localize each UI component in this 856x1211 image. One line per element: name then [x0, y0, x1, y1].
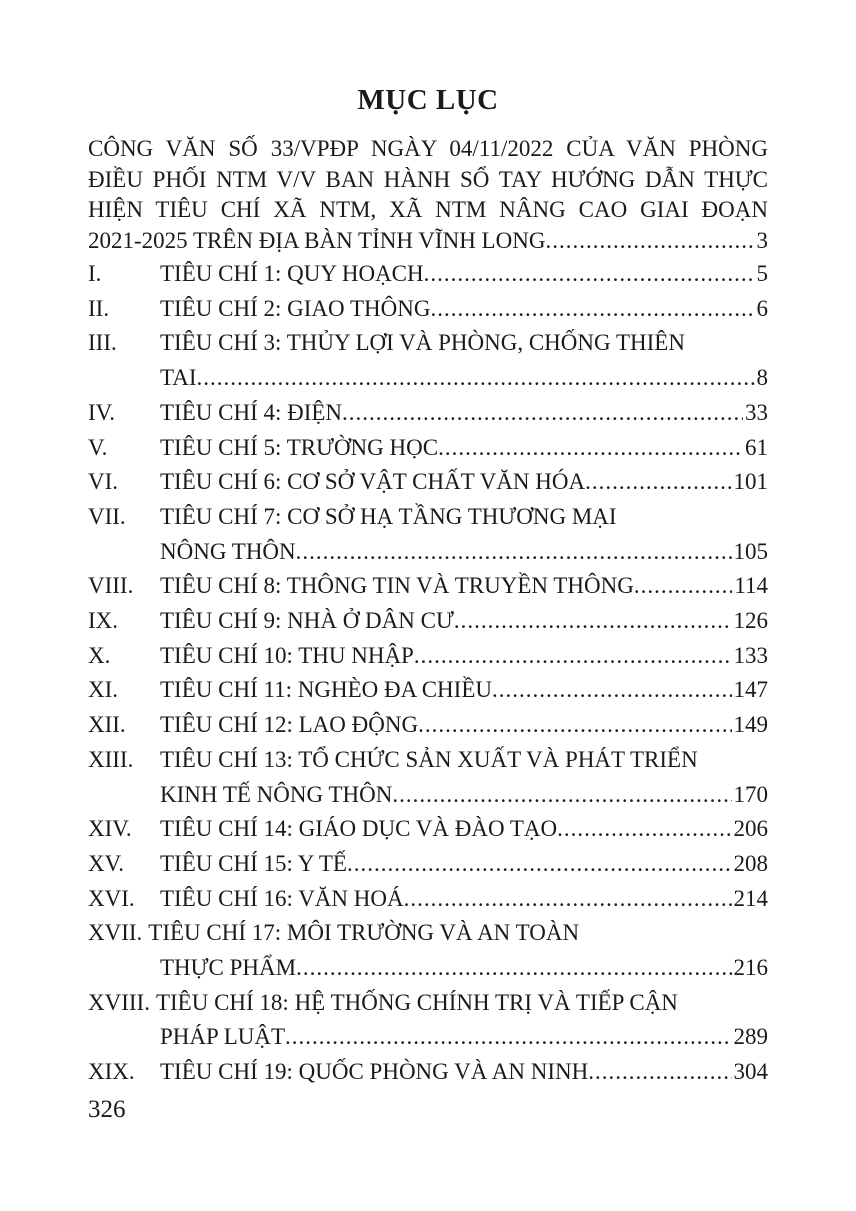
entry-text-group: [160, 812, 768, 847]
toc-entry-row: [88, 916, 768, 951]
entry-number: VII.: [88, 503, 126, 529]
entry-number: XVI.: [88, 885, 135, 911]
leader-dots: [438, 431, 743, 466]
entry-text: TIÊU CHÍ 1: QUY HOẠCH: [160, 261, 424, 286]
toc-entry-row: [88, 396, 768, 431]
toc-entry-row: [88, 257, 768, 292]
page-number: 133: [733, 642, 768, 668]
toc-entry: [88, 812, 768, 847]
entry-text: TIÊU CHÍ 19: QUỐC PHÒNG VÀ AN NINH: [160, 1059, 589, 1085]
page-number: 206: [733, 816, 768, 842]
intro-line: 2021-2025 TRÊN ĐỊA BÀN TỈNH VĨNH LONG: [88, 227, 546, 253]
entry-number: III.: [88, 330, 117, 356]
toc-entry-row: [88, 604, 768, 639]
page-number: 214: [733, 885, 768, 911]
entry-text-group: [160, 639, 768, 674]
leader-dots: [404, 882, 732, 917]
entry-text: TIÊU CHÍ 8: THÔNG TIN VÀ TRUYỀN THÔNG: [160, 573, 634, 599]
entry-text-continued: TAI: [160, 365, 197, 391]
toc-entry: [88, 673, 768, 708]
entry-text: XVIII.: [88, 989, 150, 1015]
page-number: 61: [745, 434, 768, 460]
entry-text: TIÊU CHÍ 12: LAO ĐỘNG: [160, 712, 419, 738]
intro-line: CÔNG VĂN SỐ 33/VPĐP NGÀY 04/11/2022 CỦA VĂN PHÒNG: [88, 136, 768, 161]
entry-text-continued: THỰC PHẨM: [160, 955, 297, 981]
entry-number: XIX.: [88, 1059, 135, 1085]
entry-text-group: [160, 569, 768, 604]
entry-number: XV.: [88, 850, 125, 876]
entry-text: TIÊU CHÍ 10: THU NHẬP: [160, 642, 414, 668]
page-number: 304: [733, 1059, 768, 1085]
leader-dots: [296, 951, 731, 986]
entry-number: XIV.: [88, 816, 132, 842]
page-number: 289: [733, 1024, 768, 1050]
entry-text-group: [160, 500, 768, 535]
leader-dots: [454, 604, 732, 639]
toc-entry: [88, 847, 768, 882]
toc-entry: [88, 708, 768, 743]
intro-line: HIỆN TIÊU CHÍ XÃ NTM, XÃ NTM NÂNG CAO GIAI ĐOẠN: [88, 197, 768, 222]
entry-number: XI.: [88, 677, 119, 703]
toc-entry-row: [88, 673, 768, 708]
entry-text: TIÊU CHÍ 18: HỆ THỐNG CHÍNH TRỊ VÀ TIẾP CẬN: [155, 989, 678, 1015]
entry-number: X.: [88, 642, 111, 668]
toc-entry-continuation: [88, 778, 768, 813]
toc-entry: [88, 465, 768, 500]
toc-entry: [88, 604, 768, 639]
page-number: 3: [756, 227, 768, 253]
page-number: 101: [733, 469, 768, 495]
page-number: 114: [734, 573, 768, 599]
page-title: MỤC LỤC: [357, 84, 499, 116]
page-number: 208: [733, 850, 768, 876]
entry-text: TIÊU CHÍ 5: TRƯỜNG HỌC: [160, 434, 439, 460]
entry-text-group: [160, 396, 768, 431]
footer-page-number: 326: [88, 1096, 126, 1123]
toc-entry: [88, 986, 768, 1055]
toc-entry-row: [88, 500, 768, 535]
leader-dots: [430, 292, 754, 327]
entry-text: TIÊU CHÍ 16: VĂN HOÁ: [160, 885, 404, 911]
entry-text-continued: NÔNG THÔN: [160, 538, 296, 564]
page-number: 147: [733, 677, 768, 703]
entry-text-group: [160, 465, 768, 500]
leader-dots: [418, 708, 731, 743]
leader-dots: [424, 257, 755, 292]
toc-entry: [88, 639, 768, 674]
leader-dots: [296, 535, 732, 570]
toc-entry: [88, 882, 768, 917]
toc-entry-row: [88, 431, 768, 466]
toc-entry-continuation: [88, 1020, 768, 1055]
entry-number: II.: [88, 295, 110, 321]
leader-dots: [557, 812, 731, 847]
toc-intro-entry: [88, 134, 768, 256]
toc-entry-row: [88, 743, 768, 778]
entry-number: VI.: [88, 469, 119, 495]
toc-entry: [88, 431, 768, 466]
entry-text: TIÊU CHÍ 11: NGHÈO ĐA CHIỀU: [160, 677, 492, 703]
page-number: 5: [756, 261, 768, 286]
toc-entry-row: [88, 292, 768, 327]
entry-text-continued: PHÁP LUẬT: [160, 1024, 286, 1050]
leader-dots: [585, 465, 731, 500]
leader-dots: [342, 396, 743, 431]
entry-number: IV.: [88, 399, 116, 425]
toc-entry-row: [88, 465, 768, 500]
entry-text: TIÊU CHÍ 7: CƠ SỞ HẠ TẦNG THƯƠNG MẠI: [160, 503, 617, 529]
toc-entry-row: [88, 1055, 768, 1090]
toc-entry-row: [88, 847, 768, 882]
toc-entry-continuation: [88, 951, 768, 986]
leader-dots: [392, 778, 731, 813]
toc-entry: [88, 500, 768, 569]
entry-text-group: [160, 431, 768, 466]
entry-number: I.: [88, 261, 102, 286]
leader-dots: [545, 226, 754, 257]
entry-number: XIII.: [88, 746, 134, 772]
entry-text-group: [160, 326, 768, 361]
toc-entry: [88, 1055, 768, 1090]
entry-number: IX.: [88, 608, 119, 634]
toc-entry-row: [88, 708, 768, 743]
page-number: 105: [733, 538, 768, 564]
entry-text-group: [160, 604, 768, 639]
toc-entry: [88, 743, 768, 812]
page-number: 170: [733, 781, 768, 807]
leader-dots: [492, 673, 732, 708]
page-number: 149: [733, 712, 768, 738]
intro-last-line: [88, 226, 768, 257]
entry-text: TIÊU CHÍ 17: MÔI TRƯỜNG VÀ AN TOÀN: [148, 920, 580, 946]
entry-number: VIII.: [88, 573, 134, 599]
entry-text-group: [160, 257, 768, 292]
page-number: 126: [733, 608, 768, 634]
entry-text-group: [160, 292, 768, 327]
entry-text: TIÊU CHÍ 6: CƠ SỞ VẬT CHẤT VĂN HÓA: [160, 469, 586, 495]
toc-entries: [88, 257, 768, 1090]
toc-entry: [88, 916, 768, 985]
toc-entry-row: [88, 882, 768, 917]
toc-entry-row: [88, 812, 768, 847]
toc-entry-row: [88, 326, 768, 361]
page-number: 216: [733, 955, 768, 981]
entry-text-group: [160, 673, 768, 708]
leader-dots: [285, 1020, 731, 1055]
intro-line: ĐIỀU PHỐI NTM V/V BAN HÀNH SỔ TAY HƯỚNG DẪN THỰC: [88, 166, 768, 192]
toc-entry-continuation: [88, 535, 768, 570]
entry-number: V.: [88, 434, 108, 460]
entry-number: XII.: [88, 712, 126, 738]
entry-text: TIÊU CHÍ 2: GIAO THÔNG: [160, 295, 431, 321]
leader-dots: [196, 361, 754, 396]
toc-entry: [88, 292, 768, 327]
toc-entry-row: [88, 569, 768, 604]
toc-entry: [88, 569, 768, 604]
entry-text: TIÊU CHÍ 13: TỔ CHỨC SẢN XUẤT VÀ PHÁT TRIỂN: [160, 746, 698, 772]
entry-text: TIÊU CHÍ 9: NHÀ Ở DÂN CƯ: [160, 608, 454, 634]
toc-entry-continuation: [88, 361, 768, 396]
leader-dots: [347, 847, 732, 882]
page-number: 8: [756, 365, 768, 391]
entry-text-group: [160, 847, 768, 882]
entry-text-group: [160, 882, 768, 917]
leader-dots: [634, 569, 733, 604]
entry-text: TIÊU CHÍ 15: Y TẾ: [160, 850, 347, 876]
page-number: 33: [745, 399, 768, 425]
toc-entry-row: [88, 639, 768, 674]
entry-text: XVII.: [88, 920, 143, 946]
entry-text: TIÊU CHÍ 14: GIÁO DỤC VÀ ĐÀO TẠO: [160, 816, 558, 842]
leader-dots: [414, 639, 732, 674]
toc-entry: [88, 326, 768, 395]
entry-text-group: [160, 1055, 768, 1090]
toc-entry: [88, 257, 768, 292]
toc-entry: [88, 396, 768, 431]
entry-text-group: [160, 743, 768, 778]
entry-text: TIÊU CHÍ 4: ĐIỆN: [160, 399, 343, 425]
entry-text: TIÊU CHÍ 3: THỦY LỢI VÀ PHÒNG, CHỐNG THIÊN: [160, 330, 685, 356]
entry-text-continued: KINH TẾ NÔNG THÔN: [160, 781, 393, 807]
leader-dots: [588, 1055, 731, 1090]
toc-entry-row: [88, 986, 768, 1021]
page-number: 6: [756, 295, 768, 321]
entry-text-group: [160, 708, 768, 743]
